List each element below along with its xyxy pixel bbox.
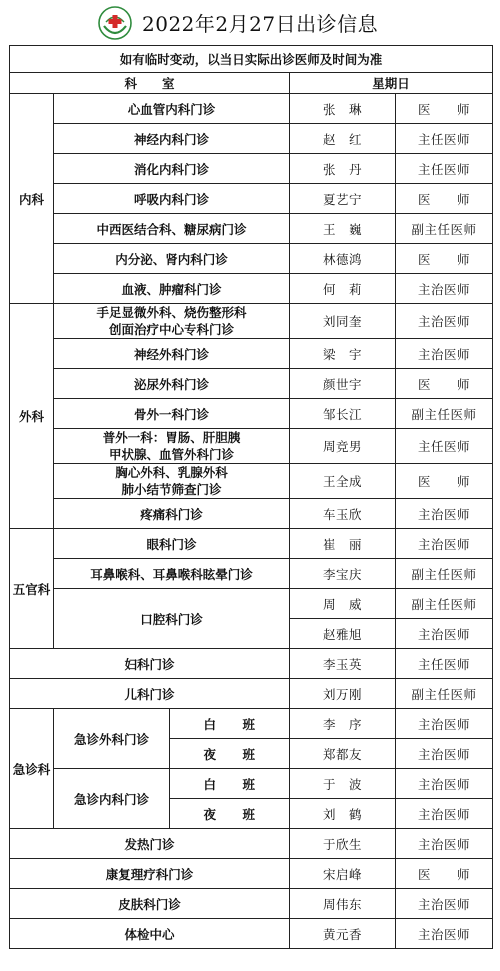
- table-row: [10, 124, 493, 154]
- doctor-title: 主治医师: [396, 529, 493, 559]
- doctor-title: 主任医师: [396, 649, 493, 679]
- table-row: [10, 369, 493, 399]
- dept-name: 心血管内科门诊: [54, 94, 290, 124]
- doctor-name: 周伟东: [290, 889, 396, 919]
- doctor-title: 医 师: [396, 184, 493, 214]
- doctor-name: 周 威: [290, 589, 396, 619]
- dept-name: 康复理疗科门诊: [10, 859, 290, 889]
- dept-name: [54, 429, 290, 464]
- doctor-title: 副主任医师: [396, 679, 493, 709]
- table-row: [10, 499, 493, 529]
- doctor-title: 医 师: [396, 94, 493, 124]
- shift-label: 白 班: [170, 769, 290, 799]
- table-row: [10, 94, 493, 124]
- table-row: [10, 919, 493, 949]
- dept-name: 神经外科门诊: [54, 339, 290, 369]
- doctor-name: 郑都友: [290, 739, 396, 769]
- doctor-name: 宋启峰: [290, 859, 396, 889]
- dept-name-line1: 胸心外科、乳腺外科: [115, 465, 228, 480]
- doctor-title: 主治医师: [396, 709, 493, 739]
- doctor-title: 主治医师: [396, 739, 493, 769]
- doctor-name: 车玉欣: [290, 499, 396, 529]
- table-row: [10, 889, 493, 919]
- doctor-title: 主治医师: [396, 769, 493, 799]
- doctor-title: 主治医师: [396, 304, 493, 339]
- dept-name: 骨外一科门诊: [54, 399, 290, 429]
- table-row: [10, 769, 493, 799]
- doctor-name: 颜世宇: [290, 369, 396, 399]
- dept-name: 神经内科门诊: [54, 124, 290, 154]
- doctor-title: 主治医师: [396, 889, 493, 919]
- doctor-title: 医 师: [396, 464, 493, 499]
- doctor-name: 张 丹: [290, 154, 396, 184]
- doctor-name: 刘 鹤: [290, 799, 396, 829]
- doctor-title: 副主任医师: [396, 399, 493, 429]
- doctor-title: 主任医师: [396, 124, 493, 154]
- dept-name: 儿科门诊: [10, 679, 290, 709]
- table-row: [10, 529, 493, 559]
- doctor-name: 林德鸿: [290, 244, 396, 274]
- hospital-logo-icon: [98, 6, 132, 40]
- shift-label: 白 班: [170, 709, 290, 739]
- dept-name: 皮肤科门诊: [10, 889, 290, 919]
- dept-name: 呼吸内科门诊: [54, 184, 290, 214]
- doctor-name: 李玉英: [290, 649, 396, 679]
- dept-name: 妇科门诊: [10, 649, 290, 679]
- doctor-name: 周竞男: [290, 429, 396, 464]
- table-row: [10, 184, 493, 214]
- doctor-name: 于 波: [290, 769, 396, 799]
- dept-name-line1: 手足显微外科、烧伤整形科: [96, 305, 247, 320]
- dept-name: 疼痛科门诊: [54, 499, 290, 529]
- table-row: [10, 214, 493, 244]
- doctor-name: 王 巍: [290, 214, 396, 244]
- dept-name: 中西医结合科、糖尿病门诊: [54, 214, 290, 244]
- doctor-title: 主治医师: [396, 339, 493, 369]
- dept-name: [54, 464, 290, 499]
- table-row: [10, 589, 493, 619]
- dept-name: 耳鼻喉科、耳鼻喉科眩晕门诊: [54, 559, 290, 589]
- category-surgery: 外科: [10, 304, 54, 529]
- dept-name: [54, 304, 290, 339]
- doctor-name: 崔 丽: [290, 529, 396, 559]
- doctor-title: 副主任医师: [396, 589, 493, 619]
- dept-name: 急诊内科门诊: [54, 769, 170, 829]
- doctor-title: 副主任医师: [396, 214, 493, 244]
- table-row: [10, 304, 493, 339]
- doctor-name: 何 莉: [290, 274, 396, 304]
- category-emergency: 急诊科: [10, 709, 54, 829]
- shift-label: 夜 班: [170, 739, 290, 769]
- day-column-header: 星期日: [290, 73, 493, 94]
- table-row: [10, 829, 493, 859]
- table-row: [10, 274, 493, 304]
- dept-column-header: 科 室: [10, 73, 290, 94]
- dept-name: 口腔科门诊: [54, 589, 290, 649]
- table-row: [10, 244, 493, 274]
- table-row: [10, 679, 493, 709]
- doctor-name: 夏艺宁: [290, 184, 396, 214]
- table-row: [10, 859, 493, 889]
- dept-name: 内分泌、肾内科门诊: [54, 244, 290, 274]
- dept-name-line2: 创面治疗中心专科门诊: [108, 322, 234, 337]
- doctor-title: 医 师: [396, 244, 493, 274]
- dept-name: 眼科门诊: [54, 529, 290, 559]
- dept-name: 血液、肿瘤科门诊: [54, 274, 290, 304]
- doctor-name: 于欣生: [290, 829, 396, 859]
- schedule-table: [9, 45, 493, 949]
- doctor-title: 主治医师: [396, 919, 493, 949]
- dept-name: 发热门诊: [10, 829, 290, 859]
- doctor-title: 医 师: [396, 369, 493, 399]
- table-row: [10, 709, 493, 739]
- table-row: [10, 559, 493, 589]
- doctor-title: 副主任医师: [396, 559, 493, 589]
- doctor-name: 赵雅旭: [290, 619, 396, 649]
- doctor-title: 主治医师: [396, 499, 493, 529]
- doctor-title: 主任医师: [396, 154, 493, 184]
- page-header: [0, 0, 500, 44]
- shift-label: 夜 班: [170, 799, 290, 829]
- dept-name-line1: 普外一科：胃肠、肝胆胰: [102, 430, 241, 445]
- table-row: [10, 429, 493, 464]
- table-row: [10, 464, 493, 499]
- doctor-name: 邹长江: [290, 399, 396, 429]
- dept-name: 消化内科门诊: [54, 154, 290, 184]
- doctor-title: 主任医师: [396, 429, 493, 464]
- doctor-name: 李宝庆: [290, 559, 396, 589]
- doctor-name: 李 序: [290, 709, 396, 739]
- doctor-name: 梁 宇: [290, 339, 396, 369]
- table-row: [10, 399, 493, 429]
- notice-text: 如有临时变动，以当日实际出诊医师及时间为准: [10, 46, 493, 73]
- page-title: 2022年2月27日出诊信息: [142, 12, 379, 36]
- doctor-title: 主治医师: [396, 829, 493, 859]
- dept-name: 体检中心: [10, 919, 290, 949]
- dept-name-line2: 甲状腺、血管外科门诊: [108, 447, 234, 462]
- category-ent: 五官科: [10, 529, 54, 649]
- doctor-name: 赵 红: [290, 124, 396, 154]
- table-row: [10, 649, 493, 679]
- doctor-title: 主治医师: [396, 619, 493, 649]
- dept-name-line2: 肺小结节筛查门诊: [121, 482, 222, 497]
- dept-name: 急诊外科门诊: [54, 709, 170, 769]
- doctor-name: 王全成: [290, 464, 396, 499]
- doctor-title: 医 师: [396, 859, 493, 889]
- doctor-name: 张 琳: [290, 94, 396, 124]
- doctor-name: 黄元香: [290, 919, 396, 949]
- doctor-name: 刘同奎: [290, 304, 396, 339]
- dept-name: 泌尿外科门诊: [54, 369, 290, 399]
- table-row: [10, 339, 493, 369]
- category-internal: 内科: [10, 94, 54, 304]
- doctor-title: 主治医师: [396, 799, 493, 829]
- doctor-name: 刘万刚: [290, 679, 396, 709]
- doctor-title: 主治医师: [396, 274, 493, 304]
- table-row: [10, 154, 493, 184]
